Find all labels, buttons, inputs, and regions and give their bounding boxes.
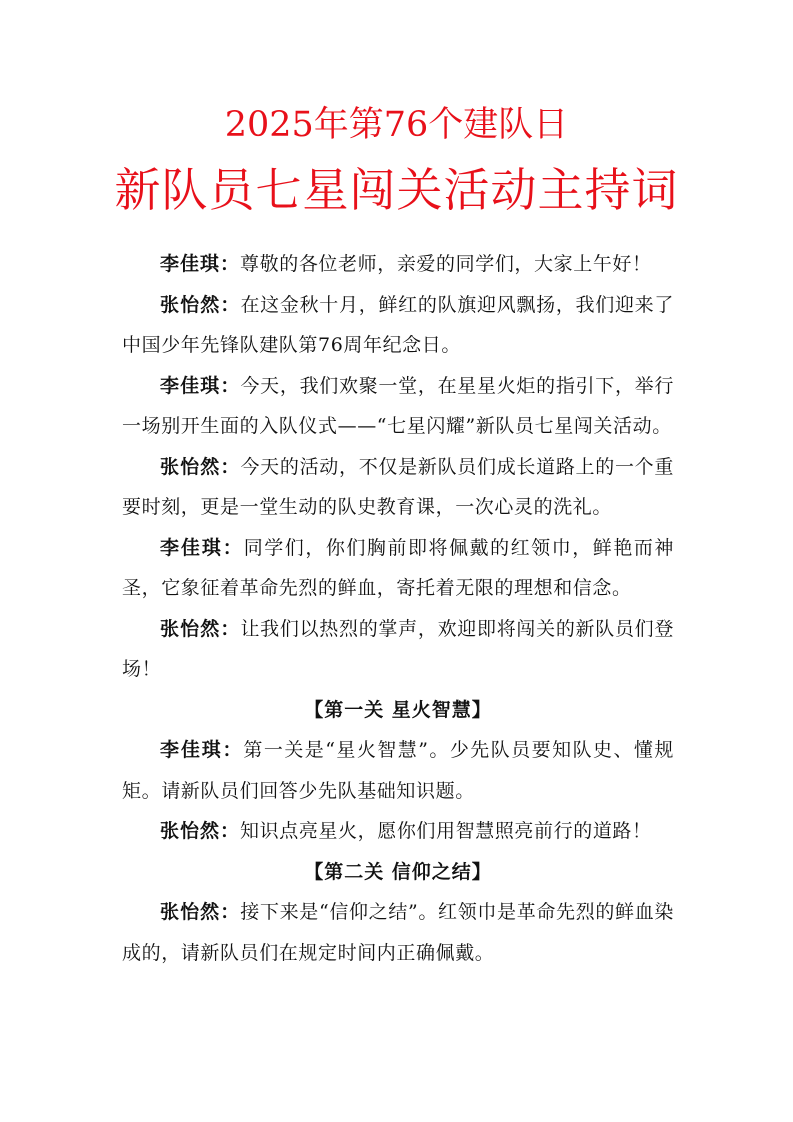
dialogue-paragraph: [122, 244, 674, 285]
speaker-name: 张怡然：: [160, 455, 241, 478]
speaker-name: 张怡然：: [160, 293, 241, 316]
dialogue-text: 让我们以热烈的掌声，欢迎即将闯关的新队员们登场！: [122, 617, 674, 680]
dialogue-text: 知识点亮星火，愿你们用智慧照亮前行的道路！: [240, 820, 652, 842]
dialogue-paragraph: [122, 447, 674, 528]
dialogue-text: 尊敬的各位老师，亲爱的同学们，大家上午好！: [240, 253, 652, 275]
speaker-name: 李佳琪：: [160, 739, 244, 761]
speaker-name: 李佳琪：: [160, 374, 241, 397]
speaker-name: 张怡然：: [160, 820, 241, 842]
document-title-line2: 新队员七星闯关活动主持词: [114, 163, 679, 217]
dialogue-paragraph: [122, 609, 674, 690]
section-heading: 【第一关 星火智慧】: [304, 698, 492, 721]
dialogue-paragraph: [122, 285, 674, 366]
dialogue-paragraph: [122, 528, 674, 609]
dialogue-text: 同学们，你们胸前即将佩戴的红领巾，鲜艳而神圣，它象征着革命先烈的鲜血，寄托着无限的理想和信念。: [122, 536, 674, 599]
section-heading: 【第二关 信仰之结】: [304, 860, 492, 883]
dialogue-text: 接下来是“信仰之结”。红领巾是革命先烈的鲜血染成的，请新队员们在规定时间内正确佩戴。: [122, 901, 674, 964]
dialogue-paragraph: [122, 811, 674, 852]
speaker-name: 李佳琪：: [160, 253, 241, 275]
speaker-name: 张怡然：: [160, 617, 241, 640]
speaker-name: 张怡然：: [160, 901, 241, 923]
dialogue-text: 在这金秋十月，鲜红的队旗迎风飘扬，我们迎来了中国少年先锋队建队第76周年纪念日。: [122, 293, 674, 356]
dialogue-text: 第一关是“星火智慧”。少先队员要知队史、懂规矩。请新队员们回答少先队基础知识题。: [122, 739, 674, 802]
dialogue-paragraph: [122, 892, 674, 973]
dialogue-paragraph: [122, 730, 674, 811]
speaker-name: 李佳琪：: [160, 536, 244, 559]
dialogue-text: 今天，我们欢聚一堂，在星星火炬的指引下，举行一场别开生面的入队仪式——“七星闪耀”新队员七星闯关活动。: [122, 374, 674, 437]
document-title-line1: 2025年第76个建队日: [224, 105, 569, 145]
dialogue-paragraph: [122, 366, 674, 447]
document-body: [122, 244, 674, 973]
dialogue-text: 今天的活动，不仅是新队员们成长道路上的一个重要时刻，更是一堂生动的队史教育课，一次心灵的洗礼。: [122, 455, 674, 518]
